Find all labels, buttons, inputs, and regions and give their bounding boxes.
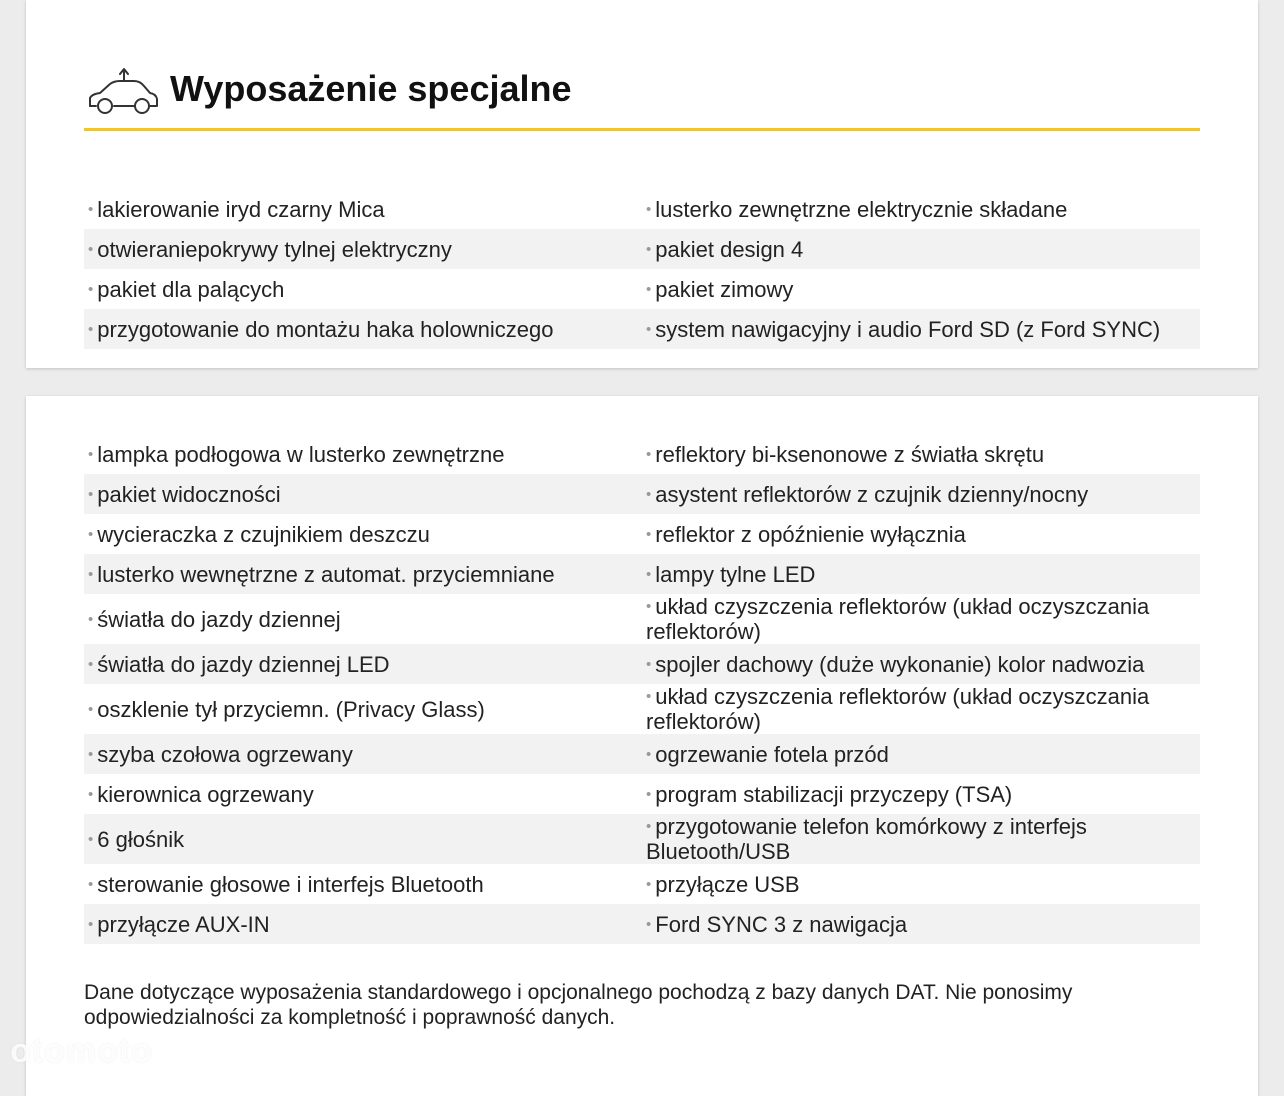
list-item [84, 197, 642, 222]
bullet-icon: • [88, 700, 94, 718]
list-item-label: pakiet widoczności [97, 481, 281, 507]
list-item-label: światła do jazdy dziennej LED [97, 651, 390, 677]
list-item-label: sterowanie głosowe i interfejs Bluetooth [97, 871, 484, 897]
list-row [84, 684, 1200, 734]
list-row [84, 734, 1200, 774]
list-item [84, 562, 642, 587]
special-equipment-list [84, 189, 1200, 349]
list-item-label: pakiet design 4 [655, 236, 804, 262]
list-item [642, 742, 1200, 767]
list-row [84, 474, 1200, 514]
list-item-label: lakierowanie iryd czarny Mica [97, 196, 385, 222]
list-item-label: wycieraczka z czujnikiem deszczu [97, 521, 430, 547]
bullet-icon: • [646, 445, 652, 463]
list-item-label: lusterko wewnętrzne z automat. przyciemniane [97, 561, 555, 587]
bullet-icon: • [88, 830, 94, 848]
list-item-label: lusterko zewnętrzne elektrycznie składane [655, 196, 1068, 222]
bullet-icon: • [646, 280, 652, 298]
list-item [84, 607, 642, 632]
list-row [84, 774, 1200, 814]
bullet-icon: • [88, 565, 94, 583]
list-item [84, 697, 642, 722]
bullet-icon: • [646, 915, 652, 933]
bullet-icon: • [88, 745, 94, 763]
list-item [84, 912, 642, 937]
list-row [84, 864, 1200, 904]
list-item [84, 742, 642, 767]
list-item [84, 522, 642, 547]
list-row [84, 229, 1200, 269]
list-row [84, 269, 1200, 309]
special-equipment-card [26, 0, 1258, 368]
list-item-label: przygotowanie telefon komórkowy z interfejs Bluetooth/USB [646, 814, 1087, 864]
bullet-icon: • [646, 655, 652, 673]
list-item [84, 827, 642, 852]
list-row [84, 434, 1200, 474]
list-row [84, 594, 1200, 644]
list-item-label: lampka podłogowa w lusterko zewnętrzne [97, 441, 505, 467]
bullet-icon: • [646, 240, 652, 258]
list-item [642, 782, 1200, 807]
list-item [642, 237, 1200, 262]
list-item [84, 237, 642, 262]
list-item [642, 317, 1200, 342]
list-item [642, 197, 1200, 222]
list-row [84, 189, 1200, 229]
list-item-label: układ czyszczenia reflektorów (układ oczyszczania reflektorów) [646, 684, 1150, 734]
list-item-label: pakiet dla palących [97, 276, 285, 302]
list-item-label: oszklenie tył przyciemn. (Privacy Glass) [97, 696, 485, 722]
list-item [642, 912, 1200, 937]
list-item-label: reflektor z opóźnienie wyłącznia [655, 521, 966, 547]
list-item-label: kierownica ogrzewany [97, 781, 314, 807]
list-item-label: Ford SYNC 3 z nawigacja [655, 911, 908, 937]
list-item [84, 442, 642, 467]
list-item [84, 652, 642, 677]
list-row [84, 309, 1200, 349]
bullet-icon: • [88, 525, 94, 543]
list-item-label: przyłącze USB [655, 871, 800, 897]
equipment-card [26, 396, 1258, 1096]
disclaimer-text: Dane dotyczące wyposażenia standardowego i opcjonalnego pochodzą z bazy danych DAT. Nie ponosimy odpowiedzialności za kompletność i poprawność danych. [84, 981, 1073, 1029]
list-item-label: przygotowanie do montażu haka holowniczego [97, 316, 554, 342]
list-item [84, 277, 642, 302]
car-roof-icon [86, 66, 160, 118]
list-item [642, 594, 1200, 644]
bullet-icon: • [88, 610, 94, 628]
list-item-label: światła do jazdy dziennej [97, 606, 341, 632]
list-item-label: system nawigacyjny i audio Ford SD (z Ford SYNC) [655, 316, 1161, 342]
list-item-label: otwieraniepokrywy tylnej elektryczny [97, 236, 452, 262]
bullet-icon: • [646, 745, 652, 763]
list-item-label: reflektory bi-ksenonowe z światła skrętu [655, 441, 1045, 467]
list-item [642, 482, 1200, 507]
bullet-icon: • [88, 445, 94, 463]
list-item-label: program stabilizacji przyczepy (TSA) [655, 781, 1013, 807]
bullet-icon: • [88, 655, 94, 673]
list-row [84, 904, 1200, 944]
bullet-icon: • [88, 280, 94, 298]
list-row [84, 514, 1200, 554]
list-item [84, 317, 642, 342]
bullet-icon: • [88, 240, 94, 258]
list-item [642, 277, 1200, 302]
bullet-icon: • [646, 598, 652, 615]
bullet-icon: • [646, 565, 652, 583]
list-item [642, 562, 1200, 587]
equipment-list [84, 434, 1200, 944]
list-item-label: lampy tylne LED [655, 561, 816, 587]
list-item-label: przyłącze AUX-IN [97, 911, 270, 937]
list-row [84, 644, 1200, 684]
bullet-icon: • [646, 785, 652, 803]
bullet-icon: • [88, 320, 94, 338]
list-item-label: szyba czołowa ogrzewany [97, 741, 353, 767]
bullet-icon: • [646, 525, 652, 543]
list-item [642, 872, 1200, 897]
list-item-label: asystent reflektorów z czujnik dzienny/nocny [655, 481, 1089, 507]
bullet-icon: • [646, 320, 652, 338]
bullet-icon: • [88, 785, 94, 803]
list-item [642, 814, 1200, 864]
list-item [84, 782, 642, 807]
bullet-icon: • [88, 485, 94, 503]
list-item [642, 442, 1200, 467]
list-item-label: spojler dachowy (duże wykonanie) kolor nadwozia [655, 651, 1145, 677]
bullet-icon: • [88, 915, 94, 933]
bullet-icon: • [88, 200, 94, 218]
bullet-icon: • [646, 688, 652, 705]
bullet-icon: • [646, 818, 652, 835]
list-item-label: układ czyszczenia reflektorów (układ oczyszczania reflektorów) [646, 594, 1150, 644]
page-title: Wyposażenie specjalne [170, 68, 572, 109]
bullet-icon: • [646, 200, 652, 218]
list-row [84, 554, 1200, 594]
bullet-icon: • [88, 875, 94, 893]
list-item [642, 652, 1200, 677]
bullet-icon: • [646, 875, 652, 893]
list-row [84, 814, 1200, 864]
list-item [642, 522, 1200, 547]
list-item-label: ogrzewanie fotela przód [655, 741, 889, 767]
list-item [84, 872, 642, 897]
bullet-icon: • [646, 485, 652, 503]
list-item-label: 6 głośnik [97, 826, 185, 852]
list-item-label: pakiet zimowy [655, 276, 794, 302]
watermark-logo: otomoto [10, 1032, 153, 1070]
list-item [642, 684, 1200, 734]
list-item [84, 482, 642, 507]
section-header [84, 62, 1200, 131]
